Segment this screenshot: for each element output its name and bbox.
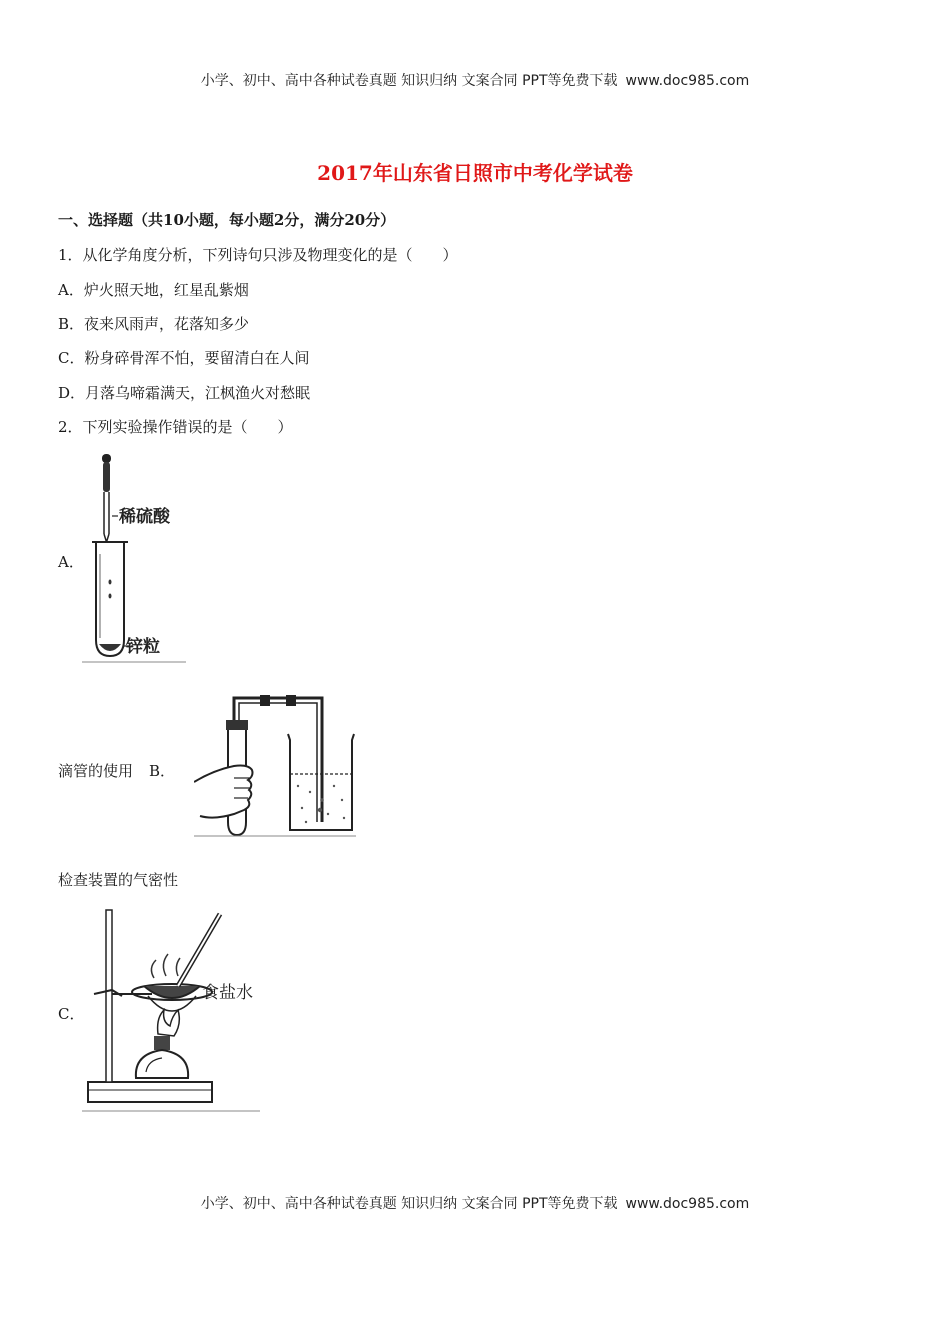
option-a-caption: 滴管的使用 bbox=[58, 762, 134, 780]
page-title: 2017年山东省日照市中考化学试卷 bbox=[317, 161, 633, 185]
question-2-option-a-letter: A． bbox=[58, 553, 84, 571]
page-footer bbox=[0, 1193, 950, 1213]
page-header bbox=[0, 70, 950, 90]
header-url[interactable]: www.doc985.com bbox=[625, 73, 750, 89]
airtightness-figure bbox=[194, 690, 356, 840]
question-2-option-b-letter: B． bbox=[149, 762, 176, 780]
evaporation-figure bbox=[82, 906, 260, 1114]
label-salt-water: 食盐水 bbox=[202, 983, 253, 1003]
question-2-option-a-caption-line bbox=[58, 760, 175, 781]
option-b-caption: 检查装置的气密性 bbox=[58, 871, 179, 889]
footer-text: 小学、初中、高中各种试卷真题 知识归纳 文案合同 PPT等免费下载 bbox=[200, 1196, 618, 1212]
question-2-stem: 2．下列实验操作错误的是（ ） bbox=[58, 418, 293, 436]
question-1-stem: 1．从化学角度分析，下列诗句只涉及物理变化的是（ ） bbox=[58, 246, 458, 264]
footer-url[interactable]: www.doc985.com bbox=[625, 1196, 750, 1212]
label-dilute-sulfuric-acid: 稀硫酸 bbox=[119, 507, 170, 527]
question-1-option-c: C．粉身碎骨浑不怕，要留清白在人间 bbox=[58, 349, 310, 367]
question-2-option-c-letter: C． bbox=[58, 1005, 85, 1023]
header-text: 小学、初中、高中各种试卷真题 知识归纳 文案合同 PPT等免费下载 bbox=[200, 73, 618, 89]
question-1-option-b: B．夜来风雨声，花落知多少 bbox=[58, 315, 250, 333]
question-1-option-a: A．炉火照天地，红星乱紫烟 bbox=[58, 281, 249, 299]
dropper-figure bbox=[82, 450, 186, 664]
section-heading: 一、选择题（共10小题，每小题2分，满分20分） bbox=[58, 211, 396, 229]
question-1-option-d: D．月落乌啼霜满天，江枫渔火对愁眠 bbox=[58, 384, 311, 402]
label-zinc-granules: 锌粒 bbox=[126, 637, 160, 657]
